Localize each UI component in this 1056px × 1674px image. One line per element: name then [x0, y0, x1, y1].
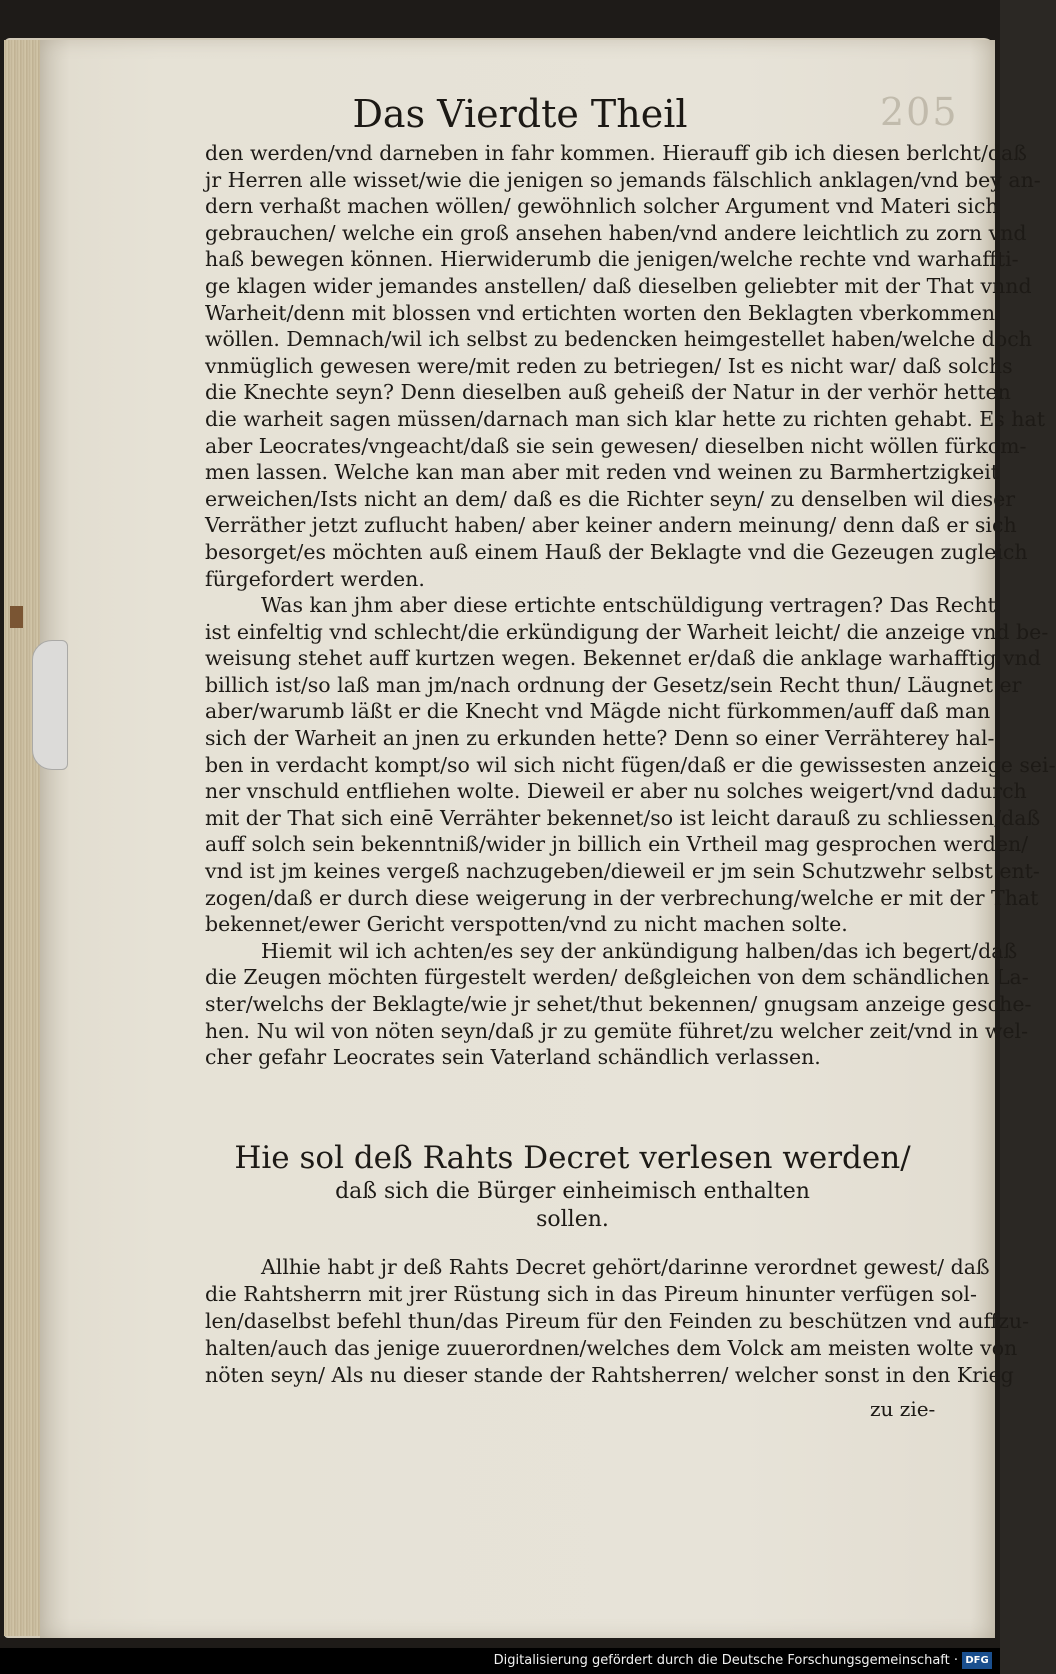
- text-line: dern verhaßt machen wöllen/ gewöhnlich solcher Argument vnd Materi sich: [205, 194, 999, 219]
- text-line: Hiemit wil ich achten/es sey der ankündigung halben/das ich begert/daß: [261, 938, 1018, 963]
- text-line: auff solch sein bekenntniß/wider jn billich ein Vrtheil mag gesprochen werden/: [205, 832, 1029, 857]
- text-line: ist einfeltig vnd schlecht/die erkündigung der Warheit leicht/ die anzeige vnd be-: [205, 619, 1049, 644]
- text-line: hen. Nu wil von nöten seyn/daß jr zu gemüte führet/zu welcher zeit/vnd in wel-: [205, 1018, 1029, 1043]
- text-line: den werden/vnd darneben in fahr kommen. Hierauff gib ich diesen berlcht/daß: [205, 141, 1027, 165]
- text-line: ner vnschuld entfliehen wolte. Dieweil er aber nu solches weigert/vnd dadurch: [205, 779, 1027, 804]
- text-line: Allhie habt jr deß Rahts Decret gehört/darinne verordnet gewest/ daß: [261, 1255, 990, 1279]
- heading-line: sollen.: [536, 1207, 609, 1232]
- text-line: die Zeugen möchten fürgestelt werden/ deßgleichen von dem schändlichen La-: [205, 965, 1029, 990]
- text-line: Warheit/denn mit blossen vnd ertichten worten den Beklagten vberkommen: [205, 300, 996, 325]
- text-line: die Knechte seyn? Denn dieselben auß geheiß der Natur in der verhör hetten: [205, 380, 1011, 405]
- section-heading: [205, 1138, 940, 1234]
- heading-line: daß sich die Bürger einheimisch enthalten: [335, 1179, 810, 1204]
- dfg-logo: DFG: [962, 1652, 992, 1669]
- page-number: 205: [880, 90, 959, 134]
- main-text: [205, 140, 1056, 1071]
- text-line: men lassen. Welche kan man aber mit reden vnd weinen zu Barmhertzigkeit: [205, 460, 1000, 485]
- text-line: ben in verdacht kompt/so wil sich nicht fügen/daß er die gewissesten anzeige sei-: [205, 752, 1056, 777]
- text-line: erweichen/Ists nicht an dem/ daß es die Richter seyn/ zu denselben wil dieser: [205, 486, 1016, 511]
- catchword: zu zie-: [870, 1397, 936, 1421]
- text-line: aber/warumb läßt er die Knecht vnd Mägde nicht fürkommen/auff daß man: [205, 699, 991, 724]
- text-line: bekennet/ewer Gericht verspotten/vnd zu nicht machen solte.: [205, 912, 848, 937]
- text-line: die warheit sagen müssen/darnach man sich klar hette zu richten gehabt. Es hat: [205, 406, 1045, 431]
- text-line: fürgefordert werden.: [205, 566, 425, 591]
- text-line: vnmüglich gewesen were/mit reden zu betriegen/ Ist es nicht war/ daß solchs: [205, 353, 1013, 378]
- text-line: gebrauchen/ welche ein groß ansehen haben/vnd andere leichtlich zu zorn vnd: [205, 220, 1027, 245]
- text-line: weisung stehet auff kurtzen wegen. Bekennet er/daß die anklage warhafftig vnd: [205, 646, 1041, 671]
- text-line: cher gefahr Leocrates sein Vaterland schändlich verlassen.: [205, 1045, 821, 1070]
- text-line: jr Herren alle wisset/wie die jenigen so jemands fälschlich anklagen/vnd bey an-: [205, 167, 1041, 192]
- paper-tab: [32, 640, 68, 770]
- text-line: besorget/es möchten auß einem Hauß der Beklagte vnd die Gezeugen zugleich: [205, 539, 1028, 564]
- running-head: Das Vierdte Theil: [352, 92, 688, 136]
- main-text-continued: [205, 1254, 1030, 1389]
- text-line: nöten seyn/ Als nu dieser stande der Rahtsherren/ welcher sonst in den Krieg: [205, 1363, 1014, 1387]
- page-edges: [4, 40, 41, 1636]
- text-line: wöllen. Demnach/wil ich selbst zu bedencken heimgestellet haben/welche doch: [205, 327, 1032, 352]
- heading-line: Hie sol deß Rahts Decret verlesen werden/: [234, 1140, 911, 1176]
- funding-notice: Digitalisierung gefördert durch die Deutsche Forschungsgemeinschaft ·: [493, 1653, 958, 1668]
- text-line: zogen/daß er durch diese weigerung in der verbrechung/welche er mit der That: [205, 885, 1039, 910]
- brown-marker: [10, 606, 23, 628]
- text-line: billich ist/so laß man jm/nach ordnung der Gesetz/sein Recht thun/ Läugnet er: [205, 672, 1022, 697]
- text-line: ge klagen wider jemandes anstellen/ daß dieselben geliebter mit der That vnnd: [205, 273, 1032, 298]
- text-line: sich der Warheit an jnen zu erkunden hette? Denn so einer Verrähterey hal-: [205, 726, 995, 751]
- text-line: mit der That sich einē Verrähter bekennet/so ist leicht darauß zu schliessen/daß: [205, 805, 1041, 830]
- text-line: Verräther jetzt zuflucht haben/ aber keiner andern meinung/ denn daß er sich: [205, 513, 1017, 538]
- text-line: haß bewegen können. Hierwiderumb die jenigen/welche rechte vnd warhaffti-: [205, 247, 1019, 272]
- footer-bar: [0, 1648, 1000, 1674]
- text-line: Was kan jhm aber diese ertichte entschüldigung vertragen? Das Recht: [261, 593, 996, 618]
- text-line: vnd ist jm keines vergeß nachzugeben/dieweil er jm sein Schutzwehr selbst ent-: [205, 859, 1040, 884]
- text-line: die Rahtsherrn mit jrer Rüstung sich in das Pireum hinunter verfügen sol-: [205, 1282, 977, 1306]
- text-line: halten/auch das jenige zuuerordnen/welches dem Volck am meisten wolte von: [205, 1336, 1018, 1360]
- text-line: ster/welchs der Beklagte/wie jr sehet/thut bekennen/ gnugsam anzeige gesche-: [205, 992, 1032, 1016]
- text-line: aber Leocrates/vngeacht/daß sie sein gewesen/ dieselben nicht wöllen fürkom-: [205, 433, 1027, 458]
- text-line: len/daselbst befehl thun/das Pireum für den Feinden zu beschützen vnd auffzu-: [205, 1309, 1030, 1333]
